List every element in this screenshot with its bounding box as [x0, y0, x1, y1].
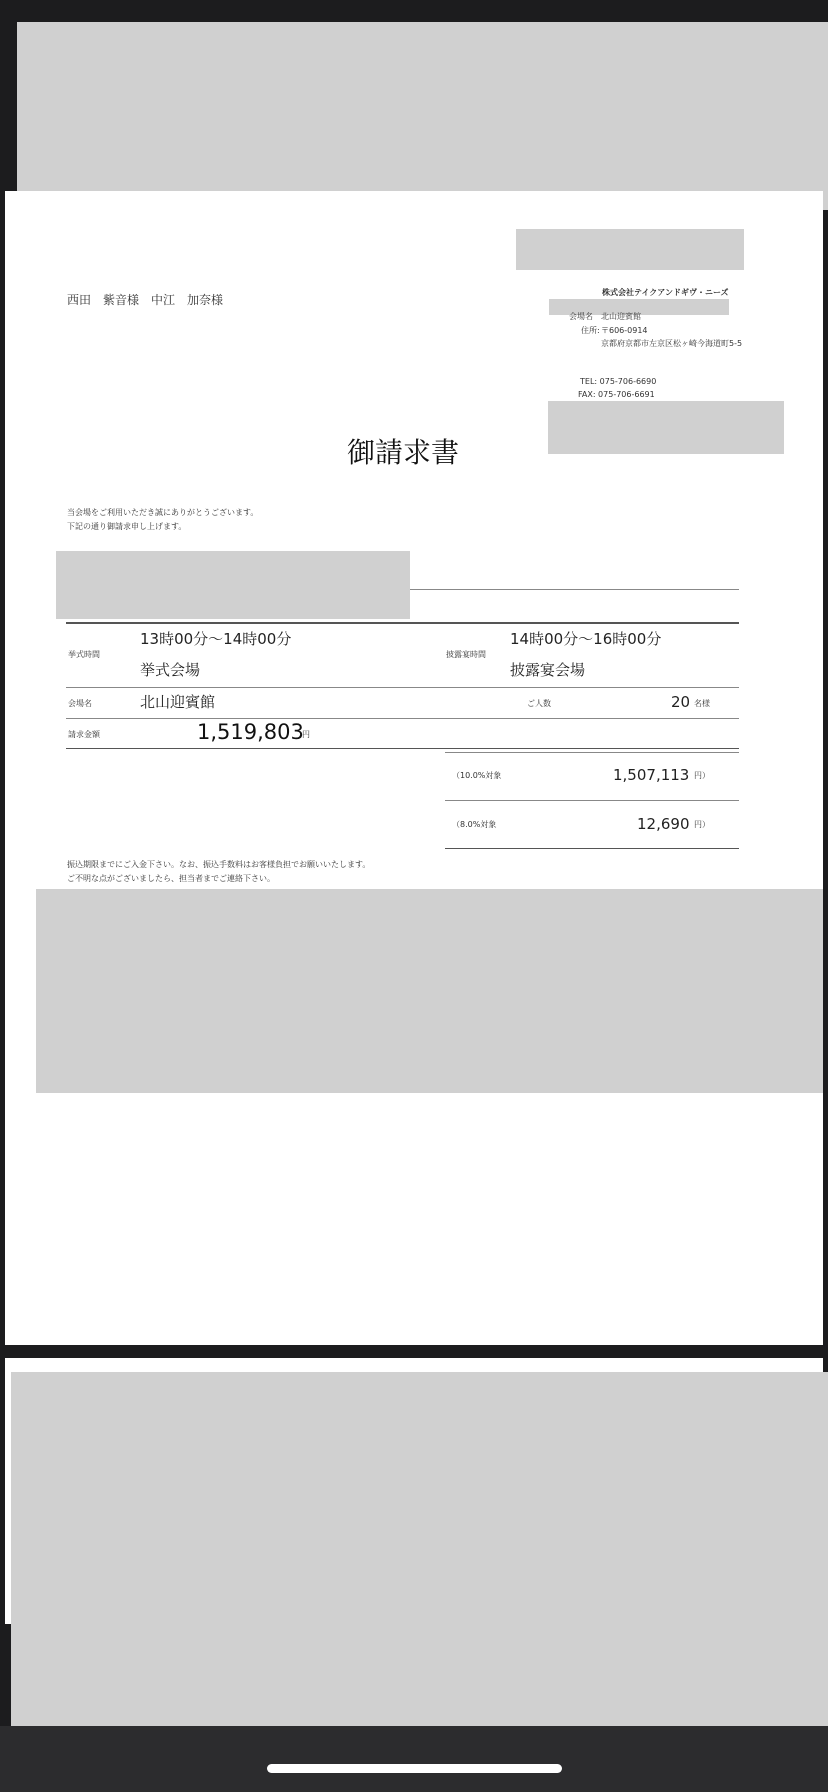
- tax8-amount: 12,690: [637, 815, 690, 833]
- note-line-2: ご不明な点がございましたら、担当者までご連絡下さい。: [67, 874, 275, 883]
- issuer-address-label: 住所:: [581, 326, 600, 335]
- tax8-unit: 円）: [694, 820, 710, 829]
- tax10-label: （10.0%対象: [452, 771, 502, 780]
- reception-time-label: 披露宴時間: [446, 650, 486, 659]
- guests-label: ご人数: [527, 699, 551, 708]
- tax8-label: （8.0%対象: [452, 820, 497, 829]
- guests-count: 20: [671, 693, 691, 711]
- home-indicator[interactable]: [267, 1764, 562, 1773]
- tax10-amount: 1,507,113: [613, 766, 690, 784]
- venue-label: 会場名: [68, 699, 92, 708]
- issuer-venue-label: 会場名: [569, 312, 593, 321]
- redacted-block-bank: [36, 889, 823, 1093]
- greeting-line-1: 当会場をご利用いただき誠にありがとうございます。: [67, 508, 259, 517]
- issuer-address: 京都府京都市左京区松ヶ崎今海道町5-5: [601, 339, 743, 348]
- divider: [445, 800, 739, 801]
- divider: [66, 718, 739, 719]
- note-line-1: 振込期限までにご入金下さい。なお、振込手数料はお客様負担でお願いいたします。: [67, 860, 371, 869]
- ceremony-time: 13時00分〜14時00分: [140, 630, 292, 648]
- issuer-company: 株式会社テイクアンドギヴ・ニーズ: [602, 288, 729, 297]
- divider: [445, 848, 739, 849]
- redacted-block-logo: [516, 229, 744, 270]
- document-title: 御請求書: [347, 436, 460, 469]
- issuer-fax: FAX: 075-706-6691: [578, 390, 655, 399]
- issuer-tel: TEL: 075-706-6690: [580, 377, 657, 386]
- issuer-venue: 北山迎賓館: [601, 312, 641, 321]
- divider: [410, 589, 739, 590]
- venue-name: 北山迎賓館: [140, 693, 216, 711]
- recipient-names: 西田 紫音様 中江 加奈様: [67, 293, 224, 307]
- amount-yen: 円: [302, 730, 310, 739]
- divider: [66, 687, 739, 688]
- issuer-postal: 〒606-0914: [601, 326, 648, 335]
- amount-label: 請求金額: [68, 730, 100, 739]
- greeting-line-2: 下記の通り御請求申し上げます。: [67, 522, 187, 531]
- ceremony-place: 挙式会場: [140, 661, 201, 679]
- bottom-bar: [0, 1726, 828, 1792]
- document-page: [5, 191, 823, 1345]
- redacted-block-stamp: [548, 401, 784, 454]
- reception-time: 14時00分〜16時00分: [510, 630, 662, 648]
- redacted-block-top: [17, 22, 828, 210]
- reception-place: 披露宴会場: [510, 661, 586, 679]
- tax10-unit: 円）: [694, 771, 710, 780]
- redacted-block-subject: [56, 551, 410, 619]
- divider: [66, 622, 739, 624]
- guests-unit: 名様: [694, 699, 710, 708]
- divider: [66, 748, 739, 749]
- divider: [445, 752, 739, 753]
- amount-value: 1,519,803: [197, 720, 304, 744]
- ceremony-time-label: 挙式時間: [68, 650, 100, 659]
- redacted-block-bottom: [11, 1372, 828, 1726]
